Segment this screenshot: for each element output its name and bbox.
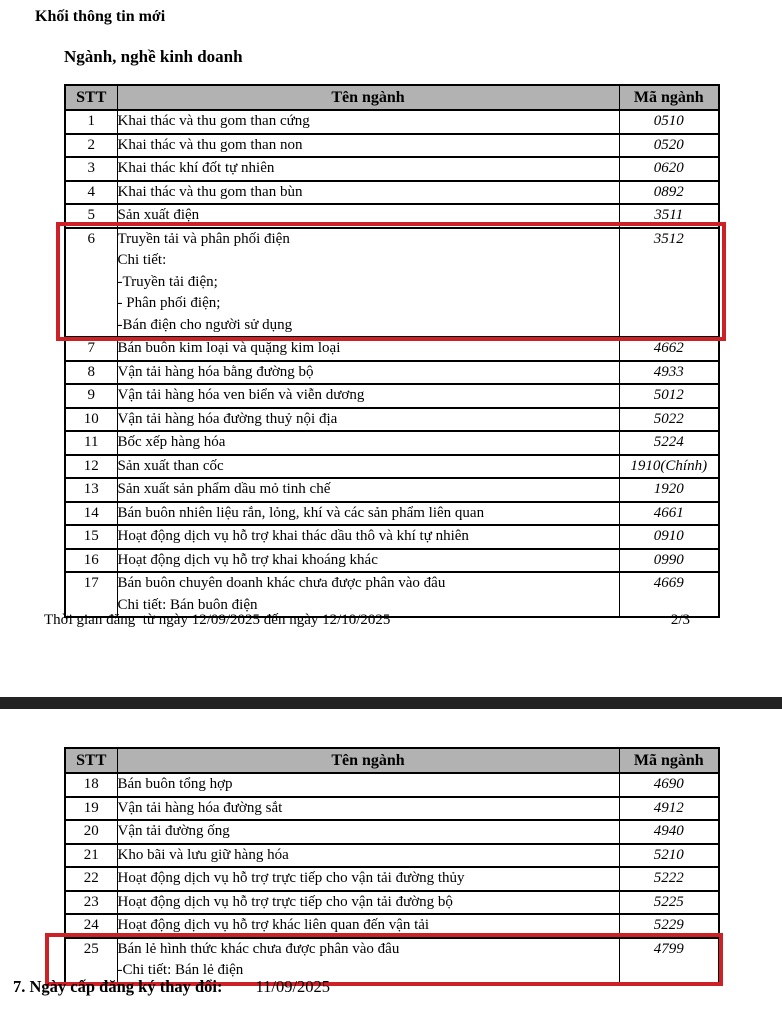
table-row <box>65 157 719 181</box>
table-row <box>65 891 719 915</box>
industry-name-line: Chi tiết: Bán buôn điện <box>117 596 258 613</box>
row-number-cell: 12 <box>65 455 117 479</box>
table-row <box>65 549 719 573</box>
table-row <box>65 844 719 868</box>
row-number-cell: 23 <box>65 891 117 915</box>
row-number-cell: 14 <box>65 502 117 526</box>
registration-change-date-label: 7. Ngày cấp đăng ký thay đổi: <box>13 977 223 996</box>
industry-name-cell <box>117 891 619 915</box>
table-row <box>65 938 719 983</box>
industry-name-cell <box>117 502 619 526</box>
table-row <box>65 773 719 797</box>
industry-name-line: Hoạt động dịch vụ hỗ trợ khác liên quan đến vận tải <box>117 917 430 933</box>
industry-name-line: -Truyền tải điện; <box>117 273 218 290</box>
column-header-ten-nganh: Tên ngành <box>117 748 619 773</box>
table-row <box>65 455 719 479</box>
row-number-cell: 15 <box>65 525 117 549</box>
industry-code-cell: 5012 <box>619 384 719 408</box>
registration-change-date-line <box>13 977 330 997</box>
industry-code-cell: 4690 <box>619 773 719 797</box>
table-row <box>65 384 719 408</box>
table-row <box>65 797 719 821</box>
industry-name-line: Sản xuất sản phẩm dầu mỏ tinh chế <box>117 481 331 497</box>
row-number-cell: 20 <box>65 820 117 844</box>
industry-code-cell: 4940 <box>619 820 719 844</box>
row-number-cell: 8 <box>65 361 117 385</box>
industry-code-cell: 4669 <box>619 572 719 617</box>
table-row <box>65 572 719 617</box>
industry-code-cell: 0910 <box>619 525 719 549</box>
industry-name-cell <box>117 773 619 797</box>
industry-name-cell <box>117 844 619 868</box>
industry-name-line: Vận tải đường ống <box>117 823 230 839</box>
industry-code-cell: 3511 <box>619 204 719 228</box>
industry-name-line: Sản xuất than cốc <box>117 457 224 474</box>
row-number-cell: 18 <box>65 773 117 797</box>
row-number-cell: 1 <box>65 110 117 134</box>
row-number-cell: 10 <box>65 408 117 432</box>
table-row <box>65 110 719 134</box>
row-number-cell: 3 <box>65 157 117 181</box>
industry-name-line: Khai thác và thu gom than non <box>117 136 303 153</box>
row-number-cell: 4 <box>65 181 117 205</box>
industry-code-cell: 3512 <box>619 228 719 338</box>
row-number-cell: 21 <box>65 844 117 868</box>
industry-name-line: Vận tải hàng hóa bằng đường bộ <box>117 363 314 380</box>
industry-name-cell <box>117 549 619 573</box>
industry-code-cell: 0510 <box>619 110 719 134</box>
industry-name-cell <box>117 478 619 502</box>
industry-code-cell: 1910(Chính) <box>619 455 719 479</box>
industry-name-cell <box>117 181 619 205</box>
table-row <box>65 431 719 455</box>
industry-code-cell: 0520 <box>619 134 719 158</box>
row-number-cell: 7 <box>65 337 117 361</box>
industry-name-line: - Phân phối điện; <box>117 295 221 311</box>
industry-name-line: Hoạt động dịch vụ hỗ trợ khai thác dầu thô và khí tự nhiên <box>117 528 469 544</box>
industry-code-cell: 4662 <box>619 337 719 361</box>
table-row <box>65 502 719 526</box>
industry-code-cell: 5222 <box>619 867 719 891</box>
row-number-cell: 6 <box>65 228 117 338</box>
industry-code-cell: 5224 <box>619 431 719 455</box>
industry-name-cell <box>117 361 619 385</box>
row-number-cell: 2 <box>65 134 117 158</box>
row-number-cell: 5 <box>65 204 117 228</box>
industry-name-line: Kho bãi và lưu giữ hàng hóa <box>117 846 289 863</box>
industry-name-cell <box>117 938 619 983</box>
table-row <box>65 525 719 549</box>
industry-name-line: Bán buôn nhiên liệu rắn, lỏng, khí và các sản phẩm liên quan <box>117 504 485 521</box>
industry-code-cell: 0990 <box>619 549 719 573</box>
section-title: Khối thông tin mới <box>35 8 166 25</box>
industry-name-line: -Bán điện cho người sử dụng <box>117 316 293 333</box>
industry-name-cell <box>117 820 619 844</box>
row-number-cell: 22 <box>65 867 117 891</box>
table-header-row <box>65 85 719 110</box>
industry-code-cell: 0620 <box>619 157 719 181</box>
industry-name-line: -Chi tiết: Bán lẻ điện <box>117 962 244 978</box>
industry-name-line: Khai thác khí đốt tự nhiên <box>117 160 275 176</box>
industry-name-line: Hoạt động dịch vụ hỗ trợ trực tiếp cho vận tải đường thủy <box>117 870 465 886</box>
column-header-ma-nganh: Mã ngành <box>619 85 719 110</box>
posting-period-text: Thời gian đăng từ ngày 12/09/2025 đến ngày 12/10/2025 <box>44 612 391 628</box>
industry-name-cell <box>117 157 619 181</box>
row-number-cell: 17 <box>65 572 117 617</box>
industry-code-cell: 1920 <box>619 478 719 502</box>
industry-name-cell <box>117 867 619 891</box>
row-number-cell: 16 <box>65 549 117 573</box>
industry-name-cell <box>117 134 619 158</box>
industry-code-cell: 0892 <box>619 181 719 205</box>
industry-name-line: Chi tiết: <box>117 252 167 268</box>
table-row <box>65 408 719 432</box>
page-footer <box>44 612 690 629</box>
registration-change-date-value: 11/09/2025 <box>255 977 331 996</box>
industry-code-cell: 5229 <box>619 914 719 938</box>
industry-name-line: Truyền tải và phân phối điện <box>117 230 290 247</box>
industry-name-line: Hoạt động dịch vụ hỗ trợ khai khoáng khác <box>117 551 378 568</box>
table-row <box>65 204 719 228</box>
industry-name-line: Khai thác và thu gom than cứng <box>117 113 310 129</box>
column-header-stt: STT <box>65 85 117 110</box>
table-row <box>65 914 719 938</box>
industry-name-cell <box>117 797 619 821</box>
industry-name-line: Bán buôn kim loại và quặng kim loại <box>117 340 341 356</box>
industry-code-cell: 5225 <box>619 891 719 915</box>
industry-name-line: Vận tải hàng hóa ven biển và viễn dương <box>117 387 365 403</box>
industry-name-cell <box>117 914 619 938</box>
industry-name-cell <box>117 337 619 361</box>
industry-name-line: Vận tải hàng hóa đường sắt <box>117 799 283 816</box>
industry-code-cell: 4912 <box>619 797 719 821</box>
industry-code-cell: 4799 <box>619 938 719 983</box>
page-number: 2/3 <box>670 612 690 628</box>
industry-code-cell: 4933 <box>619 361 719 385</box>
industry-name-cell <box>117 228 619 338</box>
industry-name-line: Khai thác và thu gom than bùn <box>117 183 303 200</box>
business-lines-table-page2 <box>64 84 718 618</box>
industry-name-cell <box>117 455 619 479</box>
industry-name-cell <box>117 204 619 228</box>
column-header-stt: STT <box>65 748 117 773</box>
table-row <box>65 134 719 158</box>
business-lines-title: Ngành, nghề kinh doanh <box>64 47 243 66</box>
industry-name-line: Bán buôn chuyên doanh khác chưa được phân vào đâu <box>117 575 446 591</box>
column-header-ten-nganh: Tên ngành <box>117 85 619 110</box>
industry-name-line: Vận tải hàng hóa đường thuỷ nội địa <box>117 410 338 427</box>
industry-name-line: Bán buôn tổng hợp <box>117 776 233 792</box>
industry-name-cell <box>117 384 619 408</box>
industry-name-cell <box>117 431 619 455</box>
industry-code-cell: 5210 <box>619 844 719 868</box>
industry-code-cell: 5022 <box>619 408 719 432</box>
table-row <box>65 361 719 385</box>
row-number-cell: 24 <box>65 914 117 938</box>
industry-name-cell <box>117 110 619 134</box>
table-row <box>65 337 719 361</box>
table-row <box>65 181 719 205</box>
industry-name-cell <box>117 572 619 617</box>
industry-name-line: Sản xuất điện <box>117 207 200 223</box>
table-row <box>65 867 719 891</box>
row-number-cell: 19 <box>65 797 117 821</box>
industry-name-line: Bán lẻ hình thức khác chưa được phân vào đâu <box>117 940 400 957</box>
industry-code-cell: 4661 <box>619 502 719 526</box>
page-separator-bar <box>0 697 782 709</box>
business-lines-table-page3 <box>64 747 718 984</box>
row-number-cell: 25 <box>65 938 117 983</box>
column-header-ma-nganh: Mã ngành <box>619 748 719 773</box>
row-number-cell: 9 <box>65 384 117 408</box>
row-number-cell: 11 <box>65 431 117 455</box>
table-row <box>65 820 719 844</box>
row-number-cell: 13 <box>65 478 117 502</box>
table-header-row <box>65 748 719 773</box>
table-row <box>65 478 719 502</box>
industry-name-line: Bốc xếp hàng hóa <box>117 434 226 450</box>
table-row <box>65 228 719 338</box>
industry-name-cell <box>117 408 619 432</box>
industry-name-cell <box>117 525 619 549</box>
industry-name-line: Hoạt động dịch vụ hỗ trợ trực tiếp cho vận tải đường bộ <box>117 893 453 910</box>
